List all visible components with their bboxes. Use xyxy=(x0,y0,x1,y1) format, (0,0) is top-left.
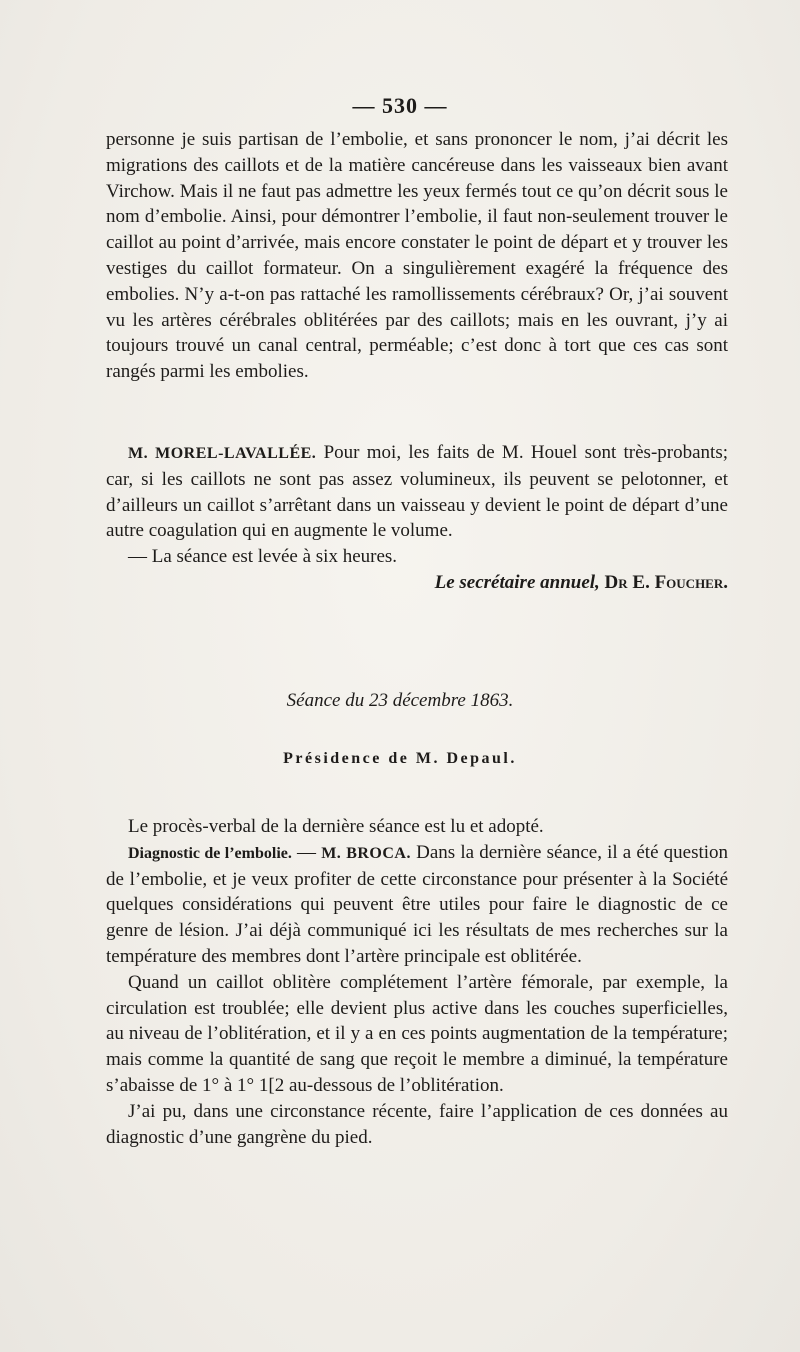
paragraph-embolie-critique: personne je suis partisan de l’embolie, et sans prononcer le nom, j’ai décrit les migrations des caillots et de la matière cancéreuse dans les vaisseaux bien avant Virchow. Mais il ne faut pas admettre les yeux fermés tout ce qu’on décrit sous le nom d’embolie. Ainsi, pour démontrer l’embolie, il faut non-seulement trouver le caillot au point d’arrivée, mais encore constater le point de départ et y trouver les vestiges du caillot formateur. On a singulièrement exagéré la fréquence des embolies. N’y a-t-on pas rattaché les ramollissements cérébraux? Or, j’ai souvent vu les artères cérébrales oblitérées par des caillots; mais en les ouvrant, j’y ai toujours trouvé un canal central, perméable; c’est donc à tort que ces cas sont rangés parmi les embolies. xyxy=(106,129,728,383)
signature-name: Dr E. Foucher. xyxy=(604,571,728,593)
signature-role: Le secrétaire annuel, xyxy=(434,571,600,593)
session-body-block xyxy=(106,814,728,1150)
page-number: — 530 — xyxy=(352,93,448,118)
signature xyxy=(106,570,728,596)
section-heading: Diagnostic de l’embolie. xyxy=(128,844,292,862)
continued-paragraph-block xyxy=(106,127,728,385)
morel-lavallee-block xyxy=(106,440,728,596)
broca-text: Dans la dernière séance, il a été question de l’embolie, et je veux profiter de cette circonstance pour présenter à la Société quelques considérations qui peuvent être utiles pour faire le diagnostic de ce genre de lésion. J’ai déjà communiqué ici les résultats de mes recherches sur la température des membres dont l’artère principale est oblitérée. xyxy=(106,841,729,967)
broca-paragraph xyxy=(106,840,728,970)
femoral-paragraph: Quand un caillot oblitère complétement l’artère fémorale, par exemple, la circulation est troublée; elle devient plus active dans les couches superficielles, au niveau de l’oblitération, et il y a en ces points augmentation de la température; mais comme la quantité de sang que reçoit le membre a diminué, la température s’abaisse de 1° à 1° 1[2 au-dessous de l’oblitération. xyxy=(106,971,728,1096)
heading-dash: — xyxy=(297,841,317,863)
session-title: Séance du 23 décembre 1863. xyxy=(286,690,514,711)
gangrene-paragraph: J’ai pu, dans une circonstance récente, faire l’application de ces données au diagnostic d’une gangrène du pied. xyxy=(106,1100,728,1148)
speaker-name: M. BROCA. xyxy=(321,844,411,862)
morel-lavallee-paragraph xyxy=(106,440,728,544)
presidence-heading: Présidence de M. Depaul. xyxy=(283,750,517,767)
speaker-name: M. MOREL-LAVALLÉE. xyxy=(128,445,317,462)
minutes-line: Le procès-verbal de la dernière séance est lu et adopté. xyxy=(128,816,544,837)
session-closing: — La séance est levée à six heures. xyxy=(128,546,398,568)
speaker-text: Pour moi, les faits de M. Houel sont très-probants; car, si les caillots ne sont pas assez volumineux, ils peuvent se pelotonner, et d’ailleurs un caillot s’arrêtant dans un vaisseau y devient le point de départ d’une autre coagulation qui en augmente le volume. xyxy=(106,442,728,542)
